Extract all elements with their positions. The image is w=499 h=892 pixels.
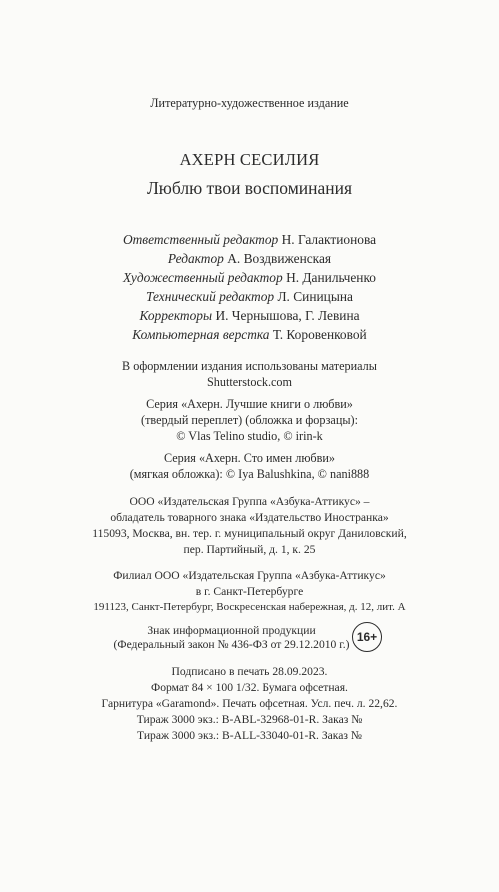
- book-title: Люблю твои воспоминания: [146, 178, 353, 198]
- credit-name: И. Чернышова, Г. Левина: [215, 308, 360, 323]
- age-rating-icon: 16+: [352, 622, 382, 652]
- series-line: Серия «Ахерн. Сто имен любви»: [163, 451, 335, 465]
- credit-line: [0, 308, 499, 324]
- print-info-line: Гарнитура «Garamond». Печать офсетная. Усл. печ. л. 22,62.: [101, 697, 398, 710]
- credit-role: Художественный редактор: [123, 270, 283, 285]
- print-info-line: Тираж 3000 экз.: B-ALL-33040-01-R. Заказ №: [137, 729, 362, 742]
- credit-role: Корректоры: [139, 308, 213, 323]
- credit-name: Н. Галактионова: [281, 232, 377, 247]
- age-rating-badge: [348, 624, 382, 654]
- credit-line: [0, 270, 499, 286]
- credit-name: Л. Синицына: [277, 289, 353, 304]
- print-info-line: Тираж 3000 экз.: B-ABL-32968-01-R. Заказ №: [136, 713, 363, 726]
- credit-line: [0, 232, 499, 248]
- credit-role: Ответственный редактор: [122, 232, 279, 247]
- credit-line: [0, 251, 499, 267]
- info-mark-law: (Федеральный закон № 436-ФЗ от 29.12.2010 г.): [113, 638, 350, 651]
- branch-line: в г. Санкт-Петербурге: [195, 585, 304, 598]
- credit-role: Технический редактор: [146, 289, 275, 304]
- credit-name: Т. Коровенковой: [272, 327, 367, 342]
- materials-source: Shutterstock.com: [207, 375, 292, 389]
- materials-note: В оформлении издания использованы материалы: [122, 359, 377, 373]
- author-name: АХЕРН СЕСИЛИЯ: [179, 150, 320, 169]
- series-line: © Vlas Telino studio, © irin-k: [176, 429, 323, 443]
- credit-name: А. Воздвиженская: [227, 251, 332, 266]
- print-info-line: Формат 84 × 100 1/32. Бумага офсетная.: [151, 681, 348, 694]
- print-info-line: Подписано в печать 28.09.2023.: [171, 665, 328, 678]
- publisher-address: пер. Партийный, д. 1, к. 25: [183, 543, 316, 556]
- publisher-line: ООО «Издательская Группа «Азбука-Аттикус» –: [129, 495, 370, 508]
- credit-name: Н. Данильченко: [286, 270, 376, 285]
- credit-role: Редактор: [167, 251, 224, 266]
- edition-type: Литературно-художественное издание: [150, 96, 349, 110]
- series-line: (мягкая обложка): © Iya Balushkina, © nani888: [129, 467, 370, 481]
- credit-line: [0, 289, 499, 305]
- series-line: Серия «Ахерн. Лучшие книги о любви»: [146, 397, 353, 411]
- info-mark-label: Знак информационной продукции: [147, 624, 316, 637]
- credit-role: Компьютерная верстка: [132, 327, 270, 342]
- publisher-address: 115093, Москва, вн. тер. г. муниципальный округ Даниловский,: [92, 527, 407, 540]
- branch-address: 191123, Санкт-Петербург, Воскресенская набережная, д. 12, лит. А: [93, 601, 406, 613]
- credit-line: [0, 327, 499, 343]
- branch-line: Филиал ООО «Издательская Группа «Азбука-Аттикус»: [113, 569, 386, 582]
- publisher-line: обладатель товарного знака «Издательство Иностранка»: [110, 511, 389, 524]
- series-line: (твердый переплет) (обложка и форзацы):: [141, 413, 358, 427]
